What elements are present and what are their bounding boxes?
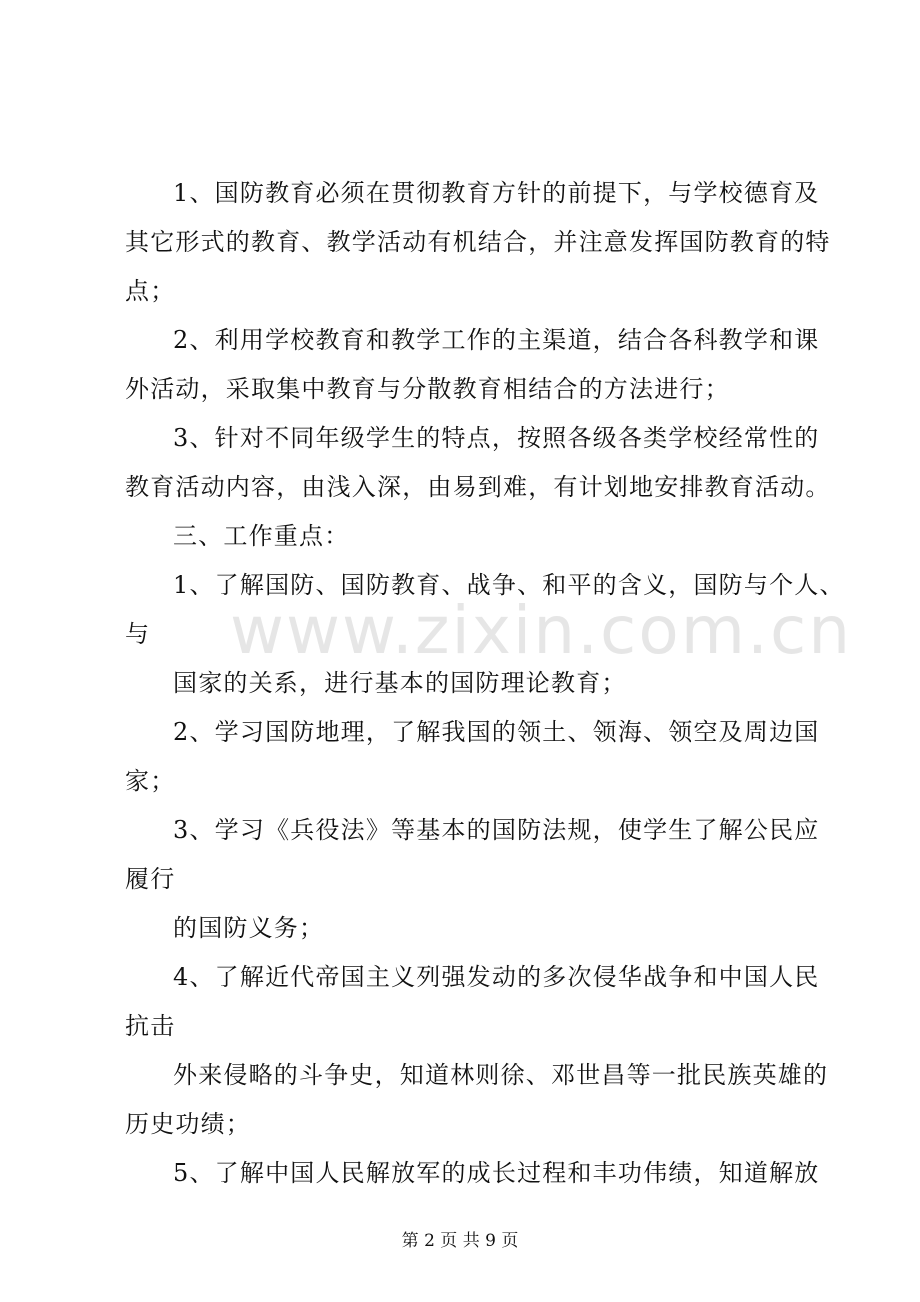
text-line: 3、针对不同年级学生的特点，按照各级各类学校经常性的 <box>173 424 820 452</box>
text-line: 2、利用学校教育和教学工作的主渠道，结合各科教学和课 <box>173 326 820 354</box>
watermark: www.zixin.com.cn <box>230 592 853 669</box>
text-line: 1、国防教育必须在贯彻教育方针的前提下，与学校德育及 <box>173 179 820 207</box>
text-line: 2、学习国防地理，了解我国的领土、领海、领空及周边国 <box>173 718 820 746</box>
text-line: 国家的关系，进行基本的国防理论教育； <box>173 669 627 697</box>
text-line: 3、学习《兵役法》等基本的国防法规，使学生了解公民应 <box>173 816 820 844</box>
text-line: 履行 <box>125 865 176 893</box>
text-line: 与 <box>125 620 151 648</box>
text-line: 历史功绩； <box>125 1110 251 1138</box>
text-line: 点； <box>125 277 176 305</box>
text-line: 4、了解近代帝国主义列强发动的多次侵华战争和中国人民 <box>173 963 820 991</box>
text-line: 家； <box>125 767 176 795</box>
page-number-footer: 第 2 页 共 9 页 <box>401 1231 519 1251</box>
text-line: 5、了解中国人民解放军的成长过程和丰功伟绩，知道解放 <box>173 1159 820 1187</box>
section-heading: 三、工作重点： <box>173 522 350 550</box>
text-line: 1、了解国防、国防教育、战争、和平的含义，国防与个人、 <box>173 571 845 599</box>
text-line: 抗击 <box>125 1012 176 1040</box>
text-line: 外活动，采取集中教育与分散教育相结合的方法进行； <box>125 375 730 403</box>
text-line: 外来侵略的斗争史，知道林则徐、邓世昌等一批民族英雄的 <box>173 1061 829 1089</box>
text-line: 教育活动内容，由浅入深，由易到难，有计划地安排教育活动。 <box>125 473 831 501</box>
text-line: 的国防义务； <box>173 914 325 942</box>
text-line: 其它形式的教育、教学活动有机结合，并注意发挥国防教育的特 <box>125 228 831 256</box>
